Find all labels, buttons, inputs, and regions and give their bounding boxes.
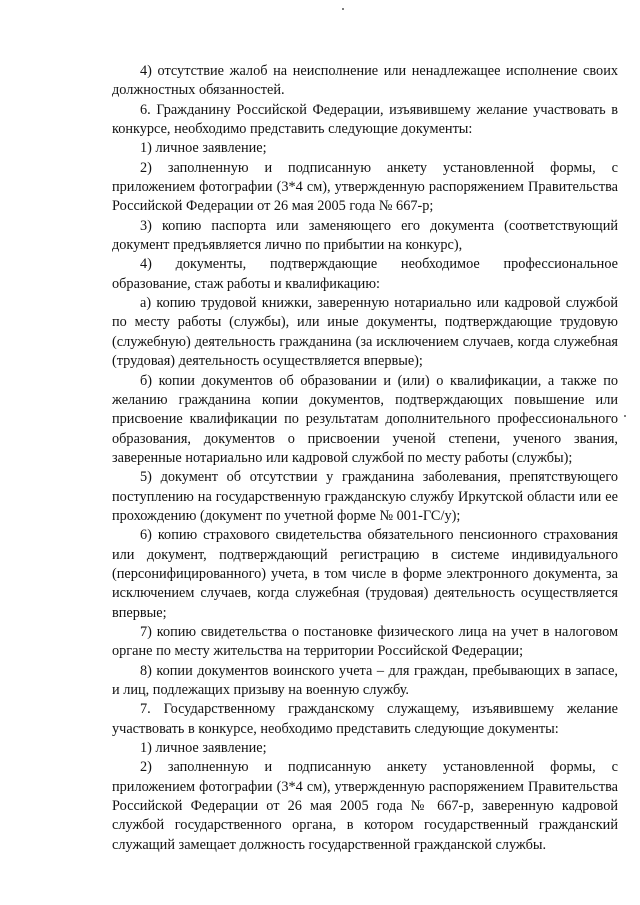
- paragraph-6-citizen-documents: 6. Гражданину Российской Федерации, изъявившему желание участвовать в конкурсе, необходимо представить следующие документы:: [112, 101, 618, 138]
- paragraph-7-2-questionnaire: 2) заполненную и подписанную анкету установленной формы, с приложением фотографии (3*4 см), утвержденную распоряжением Правительства Российской Федерации от 26 мая 2005 года № 667-р, заверенную кадровой службой государственного органа, в котором государственный гражданский служащий замещает должность государственной гражданской службы.: [112, 759, 618, 853]
- paragraph-6-4a-work-book: а) копию трудовой книжки, заверенную нотариально или кадровой службой по месту работы (службы), или иные документы, подтверждающие трудовую (служебную) деятельность гражданина (за исключением случаев, когда служебная (трудовая) деятельность осуществляется впервые);: [112, 295, 618, 370]
- paragraph-4-complaints: 4) отсутствие жалоб на неисполнение или ненадлежащее исполнение своих должностных обязанностей.: [112, 63, 618, 99]
- paragraph-6-1-application: 1) личное заявление;: [140, 140, 267, 157]
- paragraph-6-4b-diplomas: б) копии документов об образовании и (или) о квалификации, а также по желанию гражданина копии документов, подтверждающих повышение или присвоение квалификации по результатам дополнительного профессионального образования, документов о присвоении ученой степени, ученого звания, заверенные нотариально или кадровой службой по месту работы (службы);: [112, 372, 618, 466]
- paragraph-6-7-tax: 7) копию свидетельства о постановке физического лица на учет в налоговом органе по месту жительства на территории Российской Федерации;: [112, 623, 618, 660]
- scan-speck: [342, 8, 344, 10]
- paragraph-6-8-military: 8) копии документов воинского учета – для граждан, пребывающих в запасе, и лиц, подлежащих призыву на военную службу.: [112, 662, 618, 698]
- scan-speck: [624, 415, 626, 417]
- paragraph-6-3-passport: 3) копию паспорта или заменяющего его документа (соответствующий документ предъявляется лично по прибытии на конкурс),: [112, 217, 618, 254]
- paragraph-6-4-education: 4) документы, подтверждающие необходимое профессиональное образование, стаж работы и квалификацию:: [112, 256, 618, 292]
- paragraph-6-5-medical: 5) документ об отсутствии у гражданина заболевания, препятствующего поступлению на государственную гражданскую службу Иркутской области или ее прохождению (документ по учетной форме № 001-ГС/у);: [112, 469, 618, 524]
- paragraph-7-1-application: 1) личное заявление;: [140, 740, 267, 757]
- document-page: [112, 62, 618, 855]
- paragraph-6-2-questionnaire: 2) заполненную и подписанную анкету установленной формы, с приложением фотографии (3*4 см), утвержденную распоряжением Правительства Российской Федерации от 26 мая 2005 года № 667-р;: [112, 159, 618, 215]
- paragraph-6-6-pension: 6) копию страхового свидетельства обязательного пенсионного страхования или документ, подтверждающий регистрацию в системе индивидуального (персонифицированного) учета, в том числе в форме электронного документа, за исключением случаев, когда служебная (трудовая) деятельность осуществляется впервые;: [112, 527, 618, 621]
- paragraph-7-civil-servant: 7. Государственному гражданскому служащему, изъявившему желание участвовать в конкурсе, необходимо представить следующие документы:: [112, 701, 618, 737]
